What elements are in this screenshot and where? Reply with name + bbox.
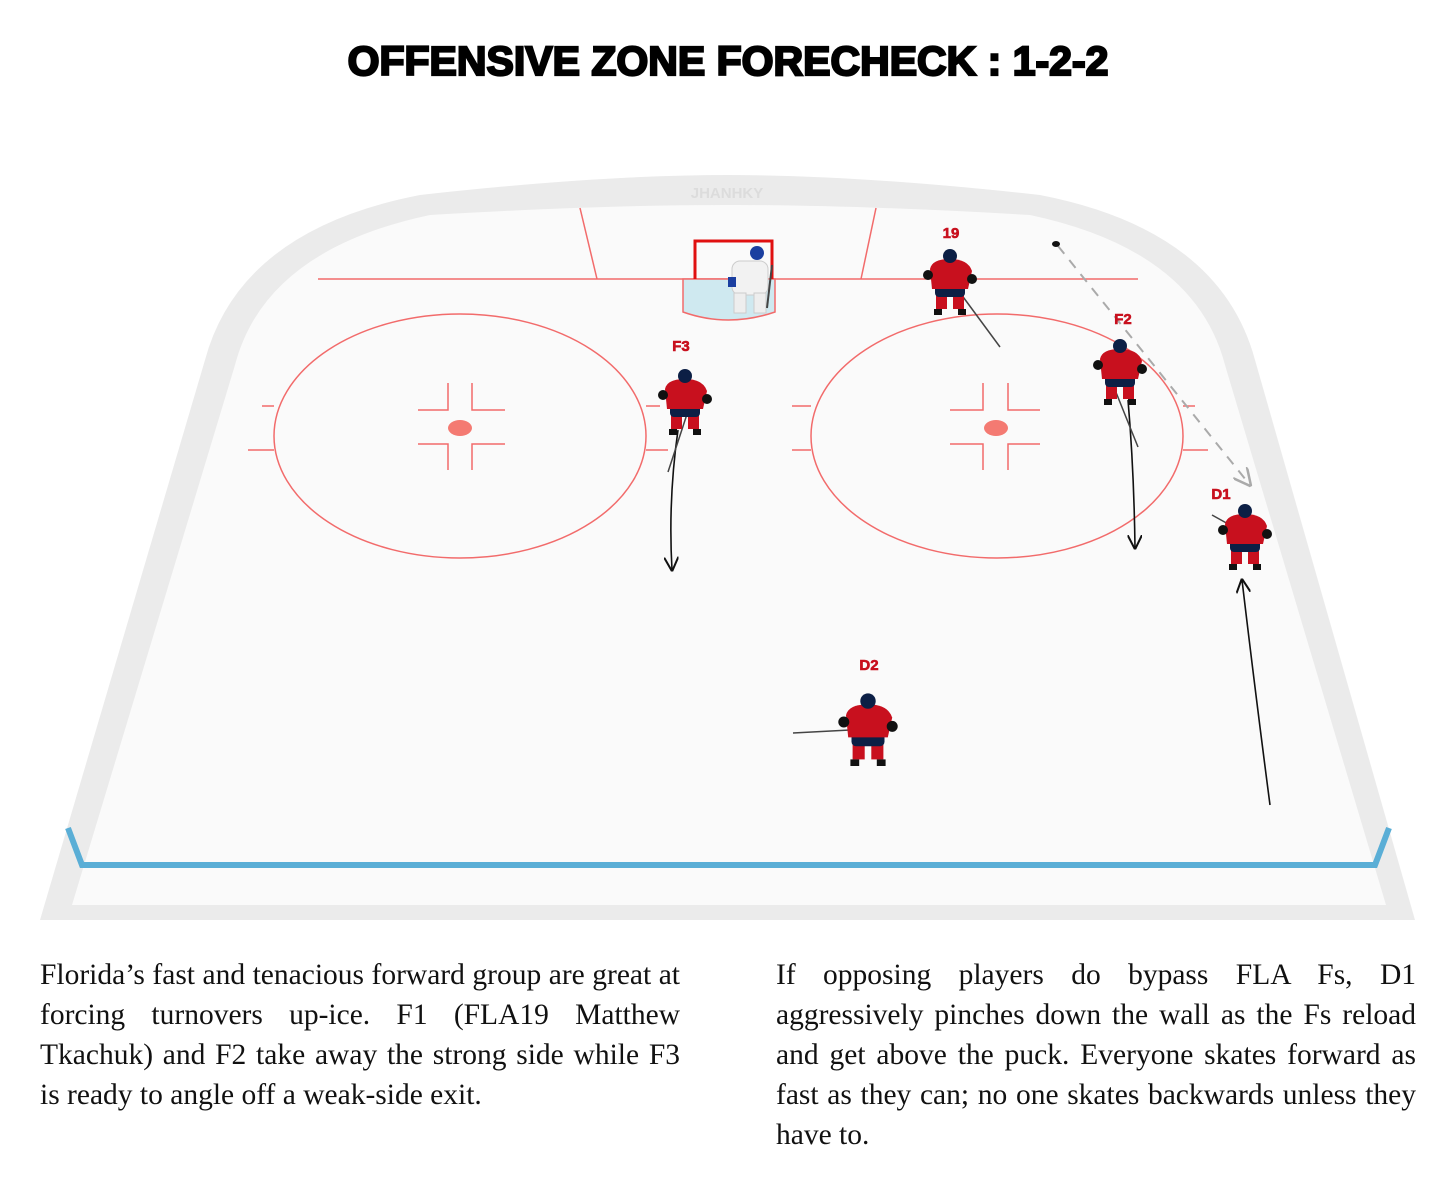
description-paragraph-left: Florida’s fast and tenacious forward group are great at forcing turnovers up-ice. F1 (FLA19 Matthew Tkachuk) and F2 take away the strong side while F3 is ready to angle off a weak-side exit. bbox=[40, 959, 680, 1111]
player-label-d1: D1 bbox=[1211, 486, 1231, 503]
player-label-f2: F2 bbox=[1114, 311, 1132, 328]
puck bbox=[1052, 241, 1060, 247]
description-paragraph-right: If opposing players do bypass FLA Fs, D1 aggressively pinches down the wall as the Fs reload and get above the puck. Everyone skates forward as fast as they can; no one skates backwards unless they have to. bbox=[776, 959, 1416, 1151]
watermark: JHANHKY bbox=[690, 185, 764, 202]
diagram-title: OFFENSIVE ZONE FORECHECK : 1-2-2 bbox=[347, 38, 1109, 84]
player-label-d2: D2 bbox=[859, 657, 879, 674]
player-label-19: 19 bbox=[942, 225, 960, 242]
player-label-f3: F3 bbox=[672, 338, 690, 355]
